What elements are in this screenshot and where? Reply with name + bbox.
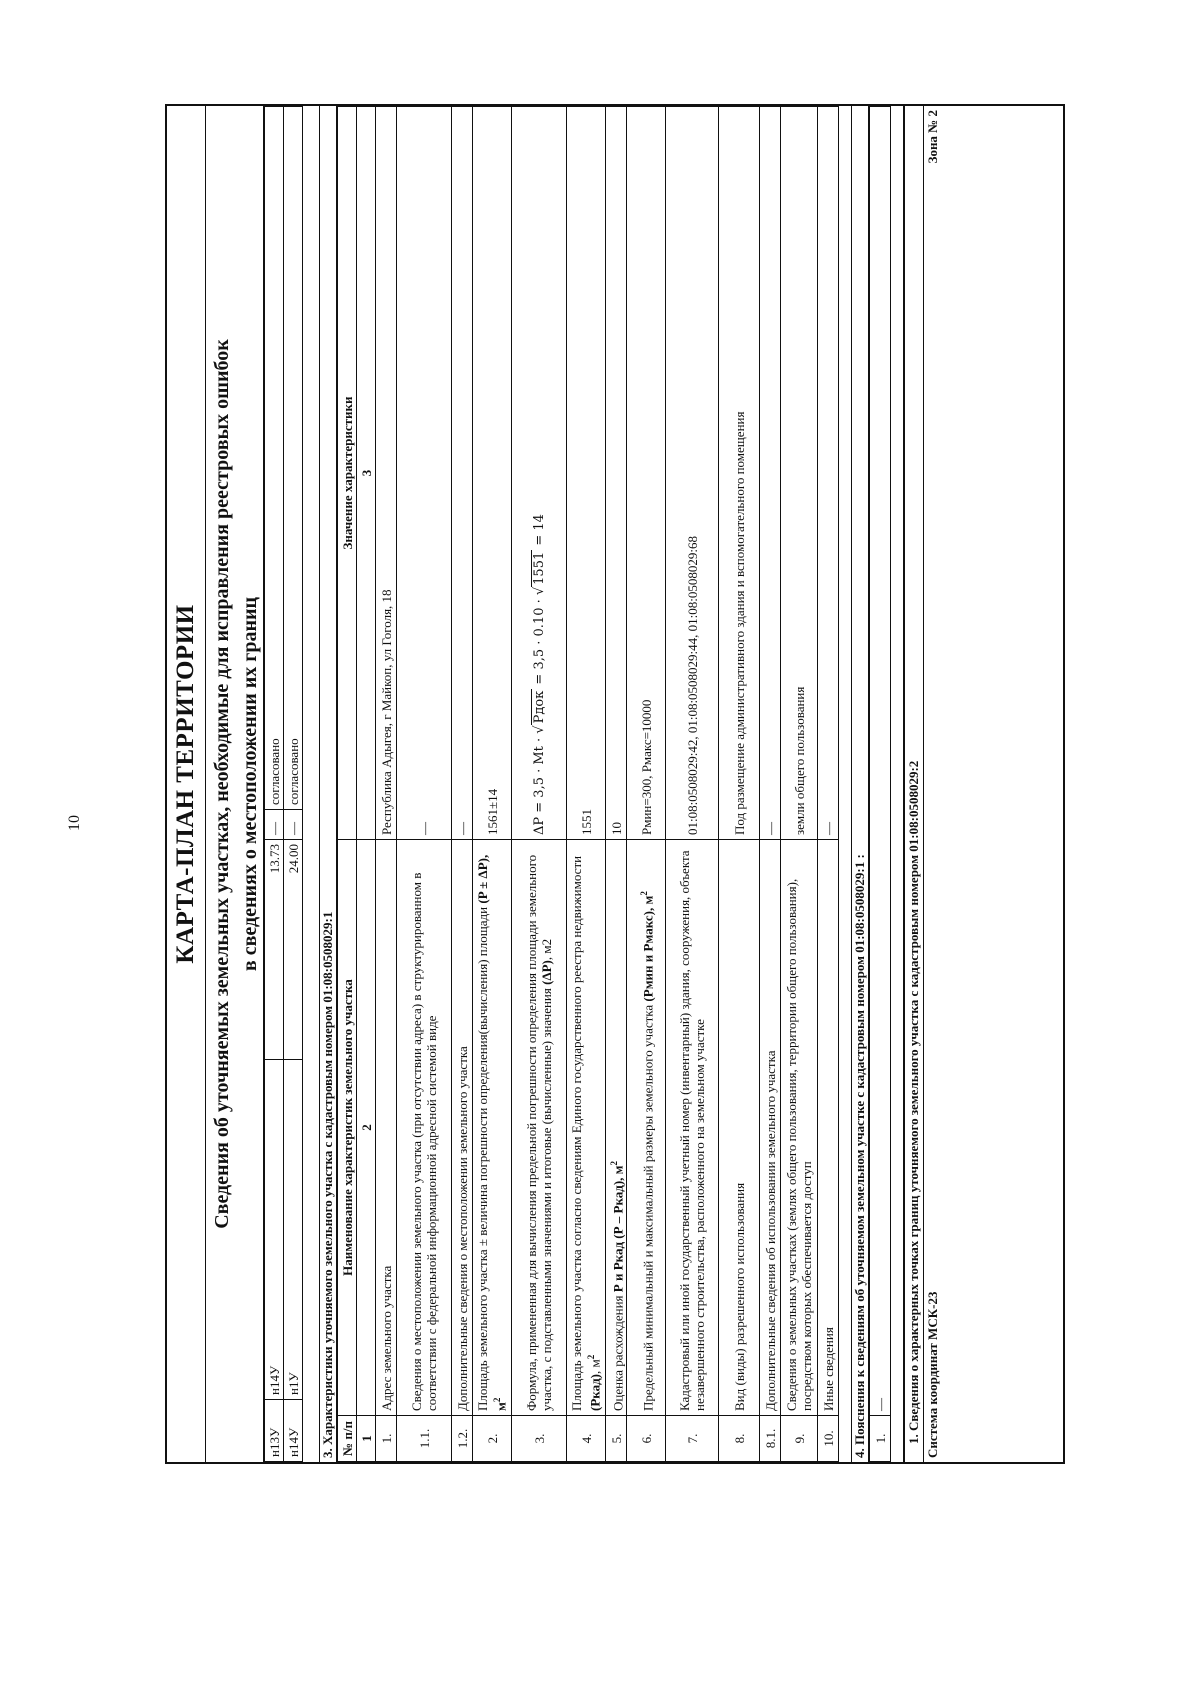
dash-cell: — — [265, 810, 284, 840]
row-value: 10 — [606, 107, 627, 840]
document-sheet — [165, 104, 1065, 1464]
row-value: — — [397, 107, 452, 840]
approval-status: согласовано — [265, 107, 284, 810]
row-value: — — [818, 107, 839, 840]
points-section-heading: 1. Сведения о характерных точках границ уточняемого земельного участка с кадастровым номером 01:08:0508029:2 — [904, 106, 923, 1462]
spacer — [839, 106, 852, 1462]
table-row — [760, 107, 781, 1462]
col-num-3: 3 — [357, 107, 376, 840]
table-row — [265, 107, 284, 1462]
row-num: 6. — [627, 1416, 666, 1462]
segment-length: 24.00 — [284, 840, 303, 1060]
row-num: 7. — [666, 1416, 719, 1462]
zone-label: Зона № 2 — [925, 110, 940, 164]
row-num: 2. — [473, 1416, 512, 1462]
row-num: 3. — [512, 1416, 567, 1462]
table-row — [284, 107, 303, 1462]
row-name: Кадастровый или иной государственный учетный номер (инвентарный) здания, сооружения, объекта незавершенного строительства, расположенного на земельном участке — [666, 840, 719, 1416]
row-value: 1561±14 — [473, 107, 512, 840]
row-name: Предельный минимальный и максимальный размеры земельного участка (Рмин и Рмакс), $м^2$ — [627, 840, 666, 1416]
row-name: Сведения о земельных участках (землях общего пользования, территории общего пользования), посредством которых обеспечивается доступ — [781, 840, 818, 1416]
point-from: н14У — [284, 1400, 303, 1462]
row-num: 8.1. — [760, 1416, 781, 1462]
row-name: Вид (виды) разрешенного использования — [719, 840, 760, 1416]
table-row — [376, 107, 397, 1462]
row-value: 1551 — [567, 107, 606, 840]
row-num: 4. — [567, 1416, 606, 1462]
col-num-2: 2 — [357, 840, 376, 1416]
row-name: Площадь земельного участка ± величина погрешности определения(вычисления) площади (P ± ΔP), $м^2$ — [473, 840, 512, 1416]
table-row — [397, 107, 452, 1462]
section-4-heading: 4. Пояснения к сведениям об уточняемом земельном участке с кадастровым номером 01:08:0508029:1 : — [852, 106, 869, 1462]
table-row — [567, 107, 606, 1462]
row-name: Формула, примененная для вычисления предельной погрешности определения площади земельного участка, с подставленными значениями и итоговые (вычисленные) значения (ΔP), м2 — [512, 840, 567, 1416]
table-row — [870, 107, 891, 1462]
subtitle-line-2: в сведениях о местоположении их границ — [239, 596, 261, 972]
row-name: Оценка расхождения Р и Ркад (Р – Ркад), $м^2$ — [606, 840, 627, 1416]
row-num: 8. — [719, 1416, 760, 1462]
col-header-num: № п/п — [338, 1416, 357, 1462]
spacer — [891, 106, 904, 1462]
col-header-value: Значение характеристики — [338, 107, 357, 840]
table-row — [781, 107, 818, 1462]
row-text: — — [870, 107, 891, 1416]
table-row — [666, 107, 719, 1462]
row-num: 1.1. — [397, 1416, 452, 1462]
table-row — [719, 107, 760, 1462]
table-row — [512, 107, 567, 1462]
col-num-1: 1 — [357, 1416, 376, 1462]
coord-system: Система координат МСК-23 — [925, 1291, 940, 1458]
table-row — [452, 107, 473, 1462]
row-value: Рмин=300, Рмакс=10000 — [627, 107, 666, 840]
row-name: Дополнительные сведения об использовании земельного участка — [760, 840, 781, 1416]
subtitle-line-1: Сведения об уточняемых земельных участках, необходимые для исправления реестровых ошибок — [211, 339, 233, 1229]
table-row — [473, 107, 512, 1462]
row-num: 1.2. — [452, 1416, 473, 1462]
document-frame — [165, 104, 1065, 1464]
approval-status: согласовано — [284, 107, 303, 810]
row-num: 1. — [870, 1416, 891, 1462]
row-num: 10. — [818, 1416, 839, 1462]
row-value: Под размещение административного здания и вспомогательного помещения — [719, 107, 760, 840]
dash-cell: — — [284, 810, 303, 840]
row-name: Площадь земельного участка согласно сведениям Единого государственного реестра недвижимости (Ркад), $м^2$ — [567, 840, 606, 1416]
table-row — [818, 107, 839, 1462]
col-header-name: Наименование характеристик земельного участка — [338, 840, 357, 1416]
page-number: 10 — [66, 815, 83, 831]
document-title: КАРТА-ПЛАН ТЕРРИТОРИИ — [167, 106, 206, 1462]
row-name: Сведения о местоположении земельного участка (при отсутствии адреса) в структурированном в соответствии с федеральной информационной адресной системой виде — [397, 840, 452, 1416]
document-subtitle — [206, 106, 264, 1462]
table-number-row — [357, 107, 376, 1462]
characteristics-table — [337, 106, 839, 1462]
row-value: Республика Адыгея, г Майкоп, ул Гоголя, 18 — [376, 107, 397, 840]
row-name: Иные сведения — [818, 840, 839, 1416]
row-name: Адрес земельного участка — [376, 840, 397, 1416]
point-from: н13У — [265, 1400, 284, 1462]
row-value: — — [452, 107, 473, 840]
row-value: земли общего пользования — [781, 107, 818, 840]
segment-length: 13.73 — [265, 840, 284, 1060]
point-to: н14У — [265, 1060, 284, 1400]
table-row — [627, 107, 666, 1462]
point-to: н1У — [284, 1060, 303, 1400]
table-header-row — [338, 107, 357, 1462]
row-name: Дополнительные сведения о местоположении земельного участка — [452, 840, 473, 1416]
row-num: 1. — [376, 1416, 397, 1462]
table-row — [606, 107, 627, 1462]
boundary-parts-table — [264, 106, 303, 1462]
row-num: 9. — [781, 1416, 818, 1462]
spacer — [303, 106, 320, 1462]
section-3-heading: 3. Характеристики уточняемого земельного участка с кадастровым номером 01:08:0508029:1 — [320, 106, 337, 1462]
row-value: 01:08:0508029:42, 01:08:0508029:44, 01:08:0508029:68 — [666, 107, 719, 840]
row-value-formula: ΔP = 3,5 · Mt · √Pдок = 3,5 · 0.10 · √1551 = 14 — [512, 107, 567, 840]
row-value: — — [760, 107, 781, 840]
notes-table — [869, 106, 891, 1462]
coord-system-row — [923, 106, 942, 1462]
row-num: 5. — [606, 1416, 627, 1462]
